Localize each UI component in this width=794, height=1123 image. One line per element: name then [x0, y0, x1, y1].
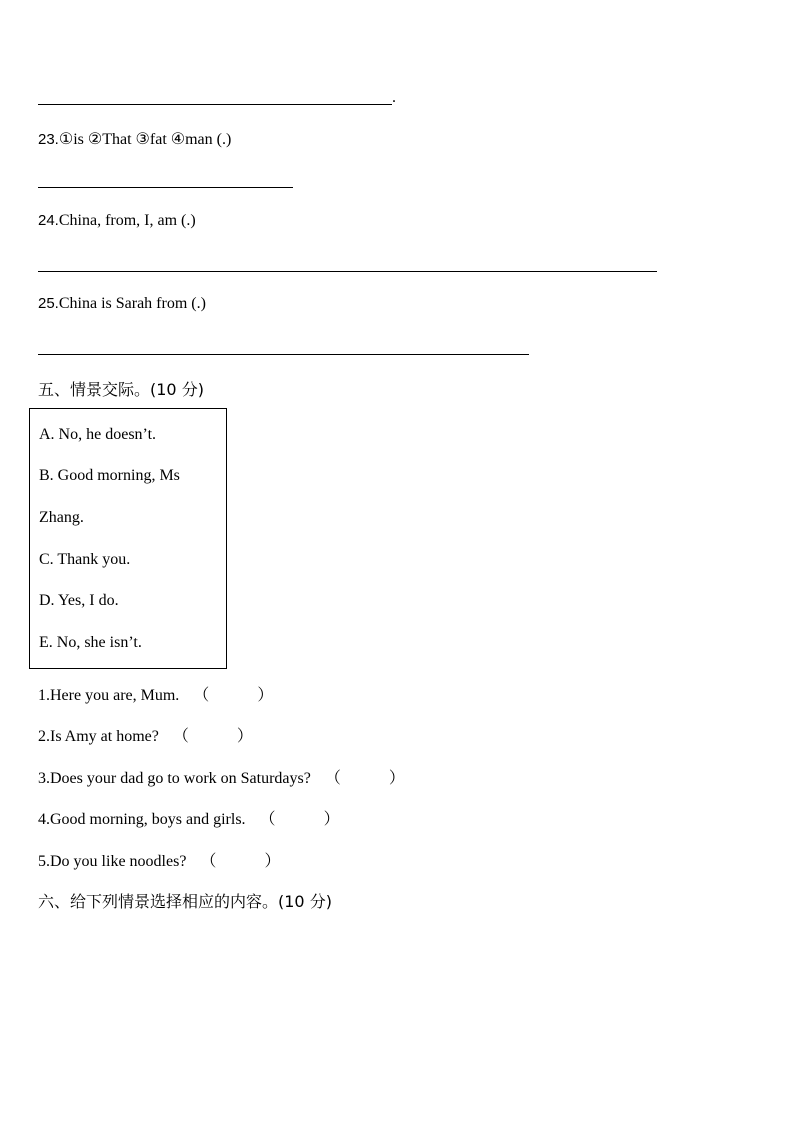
dialog-question-2 — [38, 723, 253, 746]
question-23-text: ①is ②That ③fat ④man (.) — [58, 131, 232, 148]
answer-blank-5[interactable] — [200, 848, 280, 871]
paren-close: ） — [388, 770, 405, 787]
option-b-continued: Zhang. — [39, 509, 84, 526]
option-b: B. Good morning, Ms — [39, 467, 180, 484]
dialog-question-4-text: 4.Good morning, boys and girls. — [38, 811, 246, 828]
option-a: A. No, he doesn’t. — [39, 426, 157, 443]
answer-line-25[interactable] — [38, 354, 529, 355]
answer-line-23[interactable] — [38, 187, 293, 188]
dialog-question-1-text: 1.Here you are, Mum. — [38, 687, 180, 704]
dialog-question-4 — [38, 806, 340, 829]
question-25-text: China is Sarah from (.) — [58, 295, 206, 312]
paren-open: （ — [193, 687, 210, 704]
paren-close: ） — [264, 853, 281, 870]
answer-line-24[interactable] — [38, 271, 657, 272]
answer-blank-2[interactable] — [173, 723, 253, 746]
option-c: C. Thank you. — [39, 551, 131, 568]
paren-close: ） — [257, 687, 274, 704]
question-23-number: 23. — [38, 131, 59, 148]
paren-close: ） — [323, 811, 340, 828]
question-24-number: 24. — [38, 212, 59, 229]
paren-open: （ — [324, 770, 341, 787]
dialog-question-3 — [38, 765, 405, 788]
dialog-question-5 — [38, 848, 280, 871]
answer-blank-4[interactable] — [260, 806, 340, 829]
dialog-question-3-text: 3.Does your dad go to work on Saturdays? — [38, 770, 311, 787]
dialog-question-1 — [38, 682, 273, 705]
option-e: E. No, she isn’t. — [39, 634, 142, 651]
answer-line-22[interactable] — [38, 104, 392, 105]
question-25 — [38, 295, 206, 313]
question-24 — [38, 212, 196, 230]
question-25-number: 25. — [38, 295, 59, 312]
section-six-heading: 六、给下列情景选择相应的内容。(10 分) — [38, 892, 332, 911]
answer-blank-1[interactable] — [193, 682, 273, 705]
options-box — [29, 408, 227, 669]
dialog-question-5-text: 5.Do you like noodles? — [38, 853, 187, 870]
option-d: D. Yes, I do. — [39, 592, 119, 609]
question-24-text: China, from, I, am (.) — [58, 212, 196, 229]
question-23 — [38, 129, 231, 149]
dialog-question-2-text: 2.Is Amy at home? — [38, 728, 159, 745]
paren-open: （ — [200, 853, 217, 870]
paren-close: ） — [236, 728, 253, 745]
answer-line-22-period: . — [392, 89, 396, 106]
paren-open: （ — [172, 728, 189, 745]
section-five-heading: 五、情景交际。(10 分) — [38, 380, 204, 399]
paren-open: （ — [259, 811, 276, 828]
answer-blank-3[interactable] — [325, 765, 405, 788]
